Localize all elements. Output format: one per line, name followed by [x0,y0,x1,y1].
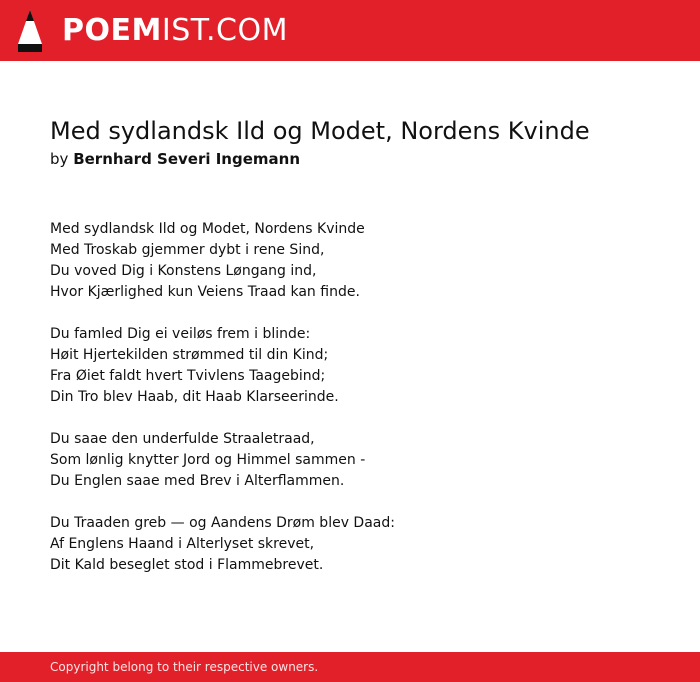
stanza [50,324,395,408]
stanza [50,513,395,576]
poem-line: Fra Øiet faldt hvert Tvivlens Taagebind; [50,368,326,384]
site-logo[interactable] [0,0,288,61]
logo-text-light: IST.COM [161,13,288,48]
poem-body [50,219,395,597]
poem-line: Med Troskab gjemmer dybt i rene Sind, [50,242,325,258]
stanza [50,219,395,303]
poem-line: Din Tro blev Haab, dit Haab Klarseerinde. [50,389,339,405]
poem-line: Med sydlandsk Ild og Modet, Nordens Kvinde [50,221,365,237]
poem-title: Med sydlandsk Ild og Modet, Nordens Kvinde [50,117,590,145]
logo-text-bold: POEM [62,13,162,48]
poem-line: Som lønlig knytter Jord og Himmel sammen - [50,452,366,468]
stanza [50,429,395,492]
poem-line: Du Englen saae med Brev i Alterflammen. [50,473,345,489]
site-logo-text [62,13,288,49]
pencil-tip-icon [18,10,42,52]
site-header [0,0,700,61]
poem-line: Hvor Kjærlighed kun Veiens Traad kan finde. [50,284,360,300]
poem-line: Af Englens Haand i Alterlyset skrevet, [50,536,315,552]
copyright-notice: Copyright belong to their respective owners. [50,660,319,674]
author-name: Bernhard Severi Ingemann [73,150,300,168]
poem-line: Du famled Dig ei veiløs frem i blinde: [50,326,311,342]
poem-line: Du Traaden greb — og Aandens Drøm blev Daad: [50,515,395,531]
poem-line: Du saae den underfulde Straaletraad, [50,431,315,447]
poem-line: Dit Kald beseglet stod i Flammebrevet. [50,557,324,573]
poem-line: Du voved Dig i Konstens Løngang ind, [50,263,317,279]
site-footer [0,652,700,682]
by-label: by [50,150,69,168]
poem-line: Høit Hjertekilden strømmed til din Kind; [50,347,329,363]
byline [50,149,300,169]
